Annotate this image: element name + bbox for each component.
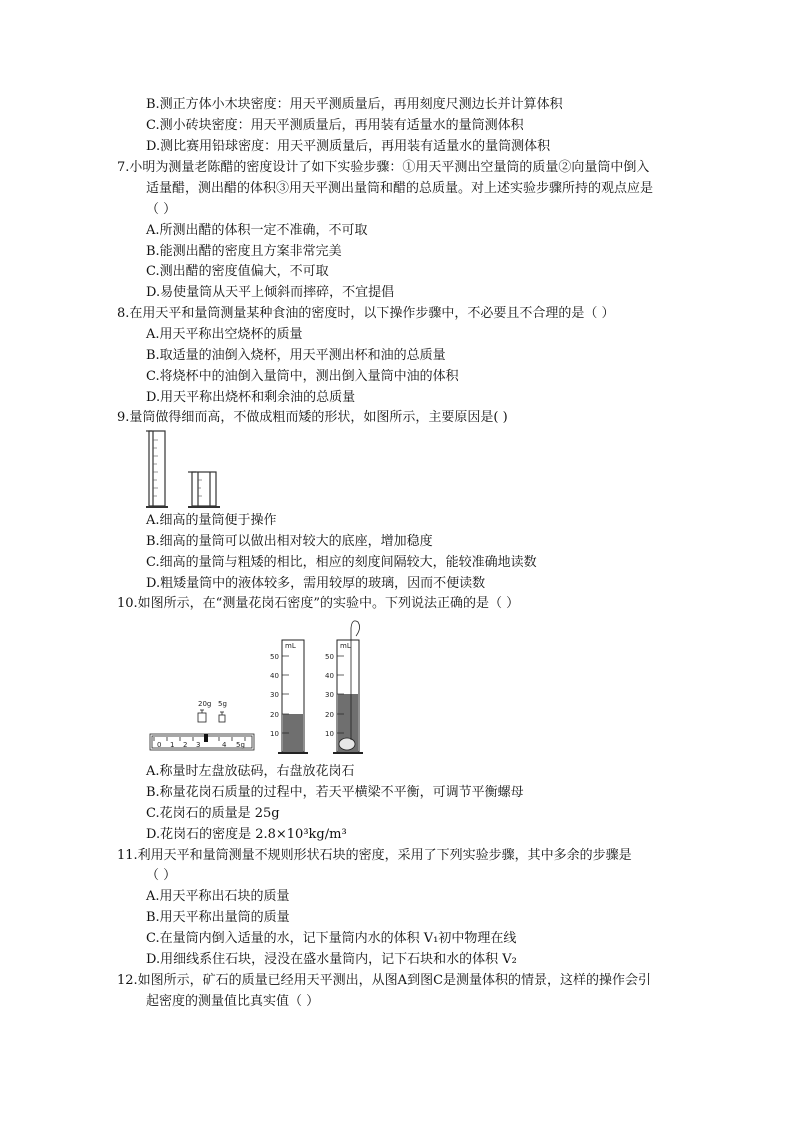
- q7-option-b: B.能测出醋的密度且方案非常完美: [146, 244, 342, 259]
- cyl1-tick-50: 50: [270, 653, 279, 661]
- q10-balance-figure: [148, 618, 378, 758]
- cylinder-water-only: [270, 640, 308, 753]
- q7-stem-line1: 7.小明为测量老陈醋的密度设计了如下实验步骤：①用天平测出空量筒的质量②向量筒中倒入: [117, 160, 650, 175]
- cyl1-tick-10: 10: [270, 730, 279, 738]
- q6-option-c: C.测小砖块密度：用天平测质量后，再用装有适量水的量筒测体积: [146, 118, 524, 133]
- q8-option-a: A.用天平称出空烧杯的质量: [146, 327, 303, 342]
- q9-option-c: C.细高的量筒与粗矮的相比，相应的刻度间隔较大，能较准确地读数: [146, 555, 537, 570]
- cyl2-tick-50: 50: [325, 653, 334, 661]
- q11-option-b: B.用天平称出量筒的质量: [146, 910, 290, 925]
- q10-option-d: D.花岗石的密度是 2.8×10³kg/m³: [146, 827, 347, 842]
- q10-stem: 10.如图所示，在“测量花岗石密度”的实验中。下列说法正确的是（ ）: [117, 596, 520, 611]
- cylinder1-unit: mL: [285, 642, 296, 650]
- scale-tick-3: 3: [196, 741, 201, 749]
- q7-option-d: D.易使量筒从天平上倾斜而摔碎，不宜提倡: [146, 285, 395, 300]
- q6-option-d: D.测比赛用铅球密度：用天平测质量后，再用装有适量水的量筒测体积: [146, 139, 551, 154]
- scale-tick-1: 1: [170, 741, 175, 749]
- cyl2-tick-30: 30: [325, 691, 334, 699]
- q7-option-c: C.测出醋的密度值偏大，不可取: [146, 264, 329, 279]
- q11-stem-line2: （ ）: [146, 868, 177, 883]
- cylinder2-unit: mL: [340, 642, 351, 650]
- q7-stem-line2: 适量醋，测出醋的体积③用天平测出量筒和醋的总质量。对上述实验步骤所持的观点应是: [146, 181, 654, 196]
- q8-stem: 8.在用天平和量筒测量某种食油的密度时，以下操作步骤中，不必要且不合理的是（ ）: [117, 306, 615, 321]
- q11-stem-line1: 11.利用天平和量筒测量不规则形状石块的密度，采用了下列实验步骤，其中多余的步骤是: [117, 848, 632, 863]
- stone-icon: [339, 738, 355, 750]
- scale-tick-0: 0: [157, 741, 162, 749]
- q7-stem-line3: （ ）: [146, 202, 177, 217]
- q11-option-c: C.在量筒内倒入适量的水，记下量筒内水的体积 V₁初中物理在线: [146, 931, 517, 946]
- q7-option-a: A.所测出醋的体积一定不准确，不可取: [146, 223, 368, 238]
- q11-option-d: D.用细线系住石块，浸没在盛水量筒内，记下石块和水的体积 V₂: [146, 952, 517, 967]
- q9-option-b: B.细高的量筒可以做出相对较大的底座，增加稳度: [146, 534, 433, 549]
- q10-option-a: A.称量时左盘放砝码，右盘放花岗石: [146, 764, 355, 779]
- q12-stem-line1: 12.如图所示，矿石的质量已经用天平测出，从图A到图C是测量体积的情景，这样的操作会引: [117, 973, 652, 988]
- cyl1-tick-30: 30: [270, 691, 279, 699]
- q8-option-c: C.将烧杯中的油倒入量筒中，测出倒入量筒中油的体积: [146, 369, 459, 384]
- cyl2-tick-20: 20: [325, 711, 334, 719]
- q10-option-b: B.称量花岗石质量的过程中，若天平横梁不平衡，可调节平衡螺母: [146, 785, 524, 800]
- weight-5g-icon: [219, 712, 225, 722]
- cyl2-tick-10: 10: [325, 730, 334, 738]
- weight-20g-icon: [198, 710, 206, 722]
- q8-option-b: B.取适量的油倒入烧杯，用天平测出杯和油的总质量: [146, 348, 446, 363]
- rider-icon: [204, 734, 208, 742]
- scale-tick-4: 4: [222, 741, 227, 749]
- scale-tick-5g: 5g: [236, 741, 245, 749]
- q9-option-d: D.粗矮量筒中的液体较多，需用较厚的玻璃，因而不便读数: [146, 576, 486, 591]
- weight-label-20g: 20g: [198, 700, 212, 708]
- weight-label-5g: 5g: [218, 700, 227, 708]
- q6-option-b: B.测正方体小木块密度：用天平测质量后，再用刻度尺测边长并计算体积: [146, 97, 563, 112]
- q9-option-a: A.细高的量筒便于操作: [146, 513, 277, 528]
- cyl2-tick-40: 40: [325, 672, 334, 680]
- cyl1-tick-20: 20: [270, 711, 279, 719]
- q9-stem: 9.量筒做得细而高，不做成粗而矮的形状，如图所示，主要原因是( ): [117, 410, 508, 425]
- q11-option-a: A.用天平称出石块的质量: [146, 889, 290, 904]
- q8-option-d: D.用天平称出烧杯和剩余油的总质量: [146, 390, 356, 405]
- cyl1-tick-40: 40: [270, 672, 279, 680]
- q12-stem-line2: 起密度的测量值比真实值（ ）: [146, 994, 320, 1009]
- scale-tick-2: 2: [183, 741, 188, 749]
- q9-cylinders-figure: [146, 428, 236, 510]
- q10-option-c: C.花岗石的质量是 25g: [146, 806, 280, 821]
- cylinder-with-stone: [325, 621, 363, 753]
